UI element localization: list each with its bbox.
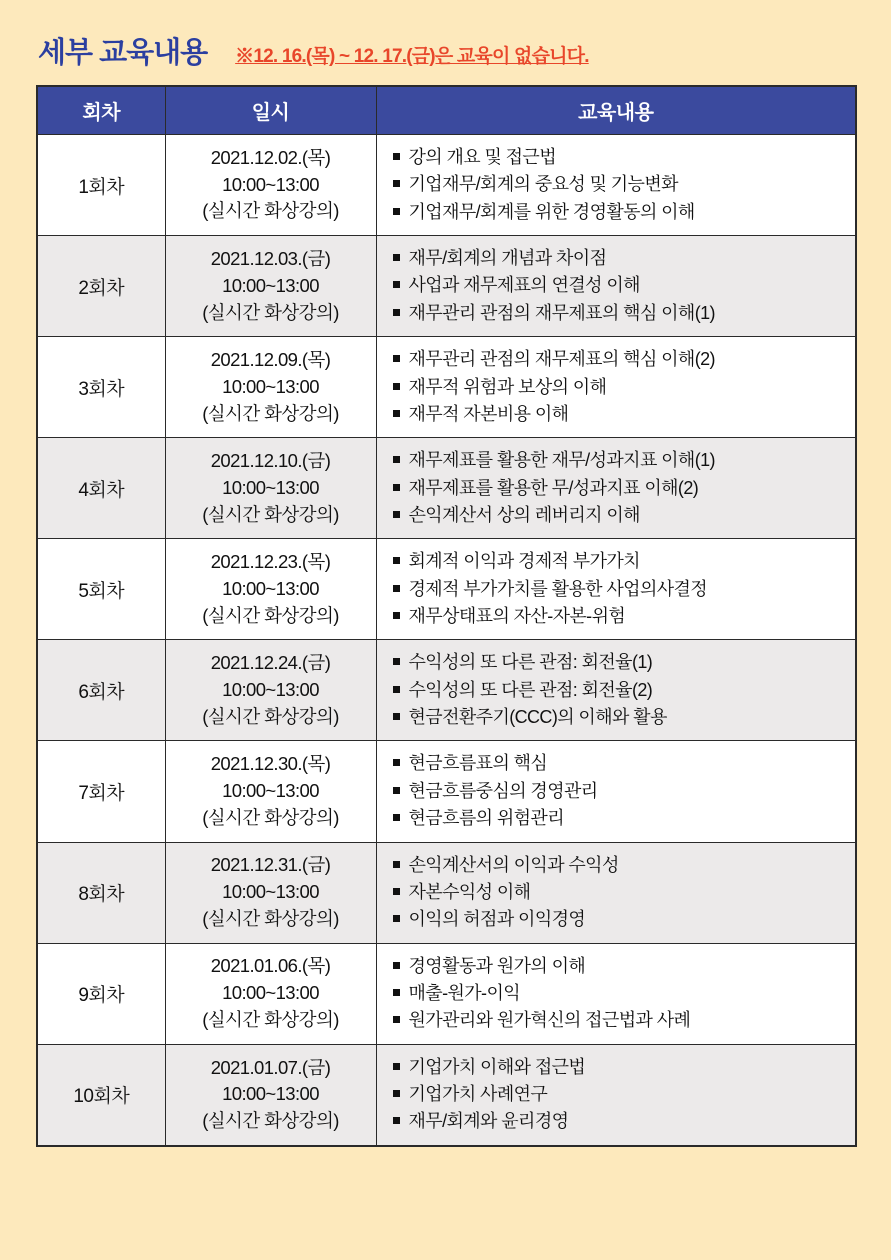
cell-datetime — [165, 640, 376, 741]
content-list — [391, 548, 846, 630]
list-item-label: 경제적 부가가치를 활용한 사업의사결정 — [408, 578, 708, 599]
datetime-line: 2021.12.09.(목) — [210, 348, 331, 370]
cell-datetime — [165, 842, 376, 943]
list-item — [391, 1007, 846, 1034]
list-item-label: 경영활동과 원가의 이해 — [408, 955, 586, 976]
datetime-line: (실시간 화상강의) — [202, 1110, 339, 1132]
list-item — [391, 576, 846, 603]
table-row — [37, 1044, 856, 1146]
list-item-label: 재무적 자본비용 이해 — [408, 403, 569, 424]
list-item — [391, 171, 846, 198]
cell-round: 9회차 — [37, 943, 165, 1044]
column-header-datetime: 일시 — [165, 86, 376, 135]
datetime-line: 2021.12.31.(금) — [210, 854, 331, 876]
square-bullet-icon — [393, 713, 400, 720]
content-list — [391, 1054, 846, 1136]
datetime-line: 10:00~13:00 — [222, 173, 319, 195]
list-item — [391, 401, 846, 428]
datetime-line: (실시간 화상강의) — [202, 907, 339, 929]
datetime-line: 10:00~13:00 — [222, 1083, 319, 1105]
list-item-label: 강의 개요 및 접근법 — [408, 147, 557, 167]
list-item — [391, 374, 846, 401]
datetime-line: 2021.12.24.(금) — [210, 652, 331, 674]
table-row — [37, 337, 856, 438]
square-bullet-icon — [393, 456, 400, 463]
list-item-label: 기업가치 이해와 접근법 — [408, 1056, 586, 1077]
table-row — [37, 943, 856, 1044]
cell-content — [376, 943, 856, 1044]
content-list — [391, 852, 846, 934]
content-list — [391, 245, 846, 327]
list-item — [391, 704, 846, 731]
square-bullet-icon — [393, 281, 400, 288]
cell-datetime — [165, 1044, 376, 1146]
square-bullet-icon — [393, 484, 400, 491]
list-item-label: 자본수익성 이해 — [408, 881, 531, 902]
list-item — [391, 852, 846, 879]
datetime-line: 10:00~13:00 — [222, 375, 319, 397]
square-bullet-icon — [393, 511, 400, 518]
table-row — [37, 236, 856, 337]
list-item — [391, 1108, 846, 1135]
list-item-label: 기업재무/회계의 중요성 및 기능변화 — [408, 174, 678, 195]
square-bullet-icon — [393, 180, 400, 187]
square-bullet-icon — [393, 208, 400, 215]
datetime-line: 10:00~13:00 — [222, 982, 319, 1004]
list-item-label: 재무관리 관점의 재무제표의 핵심 이해(1) — [408, 302, 715, 323]
square-bullet-icon — [393, 383, 400, 390]
cell-round: 4회차 — [37, 438, 165, 539]
square-bullet-icon — [393, 1016, 400, 1023]
cell-datetime — [165, 135, 376, 236]
table-row — [37, 741, 856, 842]
list-item-label: 사업과 재무제표의 연결성 이해 — [408, 275, 640, 296]
page-header — [36, 30, 855, 71]
square-bullet-icon — [393, 759, 400, 766]
list-item — [391, 906, 846, 933]
table-header-row — [37, 86, 856, 135]
table-head — [37, 86, 856, 135]
list-item — [391, 502, 846, 529]
table-row — [37, 438, 856, 539]
holiday-notice: ※12. 16.(목) ~ 12. 17.(금)은 교육이 없습니다. — [235, 46, 589, 67]
list-item-label: 재무적 위험과 보상의 이해 — [408, 376, 607, 397]
square-bullet-icon — [393, 254, 400, 261]
datetime-line: (실시간 화상강의) — [202, 806, 339, 828]
square-bullet-icon — [393, 861, 400, 868]
list-item — [391, 677, 846, 704]
list-item-label: 재무/회계의 개념과 차이점 — [408, 248, 607, 269]
cell-content — [376, 741, 856, 842]
list-item-label: 현금전환주기(CCC)의 이해와 활용 — [408, 707, 667, 728]
list-item — [391, 750, 846, 777]
list-item — [391, 447, 846, 474]
list-item — [391, 778, 846, 805]
square-bullet-icon — [393, 153, 400, 160]
page-title: 세부 교육내용 — [38, 37, 208, 69]
cell-round: 6회차 — [37, 640, 165, 741]
cell-content — [376, 236, 856, 337]
datetime-line: 10:00~13:00 — [222, 780, 319, 802]
square-bullet-icon — [393, 557, 400, 564]
datetime-line: 2021.12.23.(목) — [210, 551, 331, 573]
square-bullet-icon — [393, 355, 400, 362]
cell-content — [376, 135, 856, 236]
list-item — [391, 144, 846, 171]
content-list — [391, 346, 846, 428]
cell-content — [376, 842, 856, 943]
table-row — [37, 539, 856, 640]
datetime-line: (실시간 화상강의) — [202, 705, 339, 727]
cell-datetime — [165, 741, 376, 842]
list-item — [391, 245, 846, 272]
content-list — [391, 953, 846, 1035]
list-item — [391, 475, 846, 502]
cell-content — [376, 1044, 856, 1146]
cell-round: 1회차 — [37, 135, 165, 236]
square-bullet-icon — [393, 787, 400, 794]
cell-round: 3회차 — [37, 337, 165, 438]
cell-datetime — [165, 943, 376, 1044]
list-item-label: 재무제표를 활용한 재무/성과지표 이해(1) — [408, 450, 715, 471]
cell-round: 10회차 — [37, 1044, 165, 1146]
datetime-line: 10:00~13:00 — [222, 679, 319, 701]
datetime-line: 2021.01.07.(금) — [210, 1056, 331, 1078]
list-item-label: 현금흐름표의 핵심 — [408, 753, 548, 774]
list-item-label: 재무관리 관점의 재무제표의 핵심 이해(2) — [408, 349, 715, 370]
datetime-line: (실시간 화상강의) — [202, 402, 339, 424]
square-bullet-icon — [393, 989, 400, 996]
list-item — [391, 548, 846, 575]
cell-round: 5회차 — [37, 539, 165, 640]
list-item-label: 재무상태표의 자산-자본-위험 — [408, 606, 626, 627]
content-list — [391, 750, 846, 832]
datetime-line: (실시간 화상강의) — [202, 200, 339, 222]
list-item-label: 재무제표를 활용한 무/성과지표 이해(2) — [408, 477, 699, 498]
cell-datetime — [165, 438, 376, 539]
cell-datetime — [165, 337, 376, 438]
list-item-label: 수익성의 또 다른 관점: 회전율(1) — [408, 652, 653, 673]
datetime-line: 2021.12.30.(목) — [210, 753, 331, 775]
datetime-line: (실시간 화상강의) — [202, 301, 339, 323]
square-bullet-icon — [393, 814, 400, 821]
cell-datetime — [165, 236, 376, 337]
cell-content — [376, 337, 856, 438]
square-bullet-icon — [393, 1090, 400, 1097]
datetime-line: 10:00~13:00 — [222, 274, 319, 296]
list-item — [391, 1054, 846, 1081]
list-item — [391, 199, 846, 226]
list-item-label: 회계적 이익과 경제적 부가가치 — [408, 551, 640, 572]
square-bullet-icon — [393, 585, 400, 592]
square-bullet-icon — [393, 888, 400, 895]
datetime-line: 2021.12.03.(금) — [210, 247, 331, 269]
content-list — [391, 447, 846, 529]
cell-content — [376, 640, 856, 741]
list-item — [391, 953, 846, 980]
table-body — [37, 135, 856, 1146]
list-item — [391, 879, 846, 906]
datetime-line: (실시간 화상강의) — [202, 604, 339, 626]
cell-round: 2회차 — [37, 236, 165, 337]
datetime-line: 2021.12.10.(금) — [210, 450, 331, 472]
content-list — [391, 144, 846, 226]
square-bullet-icon — [393, 1063, 400, 1070]
cell-round: 7회차 — [37, 741, 165, 842]
datetime-line: 10:00~13:00 — [222, 577, 319, 599]
schedule-table — [36, 85, 857, 1147]
list-item-label: 손익계산서의 이익과 수익성 — [408, 854, 619, 875]
square-bullet-icon — [393, 309, 400, 316]
cell-datetime — [165, 539, 376, 640]
square-bullet-icon — [393, 915, 400, 922]
table-row — [37, 135, 856, 236]
cell-content — [376, 539, 856, 640]
list-item — [391, 805, 846, 832]
list-item-label: 기업재무/회계를 위한 경영활동의 이해 — [408, 201, 695, 222]
list-item — [391, 346, 846, 373]
list-item-label: 손익계산서 상의 레버리지 이해 — [408, 504, 640, 525]
list-item-label: 기업가치 사례연구 — [408, 1084, 548, 1105]
list-item — [391, 980, 846, 1007]
datetime-line: (실시간 화상강의) — [202, 503, 339, 525]
list-item-label: 원가관리와 원가혁신의 접근법과 사례 — [408, 1010, 691, 1031]
datetime-line: 10:00~13:00 — [222, 881, 319, 903]
content-list — [391, 649, 846, 731]
datetime-line: (실시간 화상강의) — [202, 1009, 339, 1031]
square-bullet-icon — [393, 658, 400, 665]
datetime-line: 2021.12.02.(목) — [210, 146, 331, 168]
square-bullet-icon — [393, 686, 400, 693]
list-item-label: 재무/회계와 윤리경영 — [408, 1111, 569, 1132]
list-item — [391, 603, 846, 630]
square-bullet-icon — [393, 612, 400, 619]
column-header-content: 교육내용 — [376, 86, 856, 135]
datetime-line: 10:00~13:00 — [222, 476, 319, 498]
table-row — [37, 640, 856, 741]
square-bullet-icon — [393, 962, 400, 969]
list-item — [391, 649, 846, 676]
list-item-label: 매출-원가-이익 — [408, 982, 521, 1003]
list-item-label: 현금흐름중심의 경영관리 — [408, 780, 598, 801]
datetime-line: 2021.01.06.(목) — [210, 955, 331, 977]
list-item-label: 이익의 허점과 이익경영 — [408, 909, 586, 930]
cell-content — [376, 438, 856, 539]
list-item — [391, 300, 846, 327]
column-header-round: 회차 — [37, 86, 165, 135]
square-bullet-icon — [393, 1117, 400, 1124]
list-item-label: 수익성의 또 다른 관점: 회전율(2) — [408, 679, 653, 700]
list-item-label: 현금흐름의 위험관리 — [408, 808, 564, 829]
list-item — [391, 1081, 846, 1108]
table-row — [37, 842, 856, 943]
list-item — [391, 272, 846, 299]
cell-round: 8회차 — [37, 842, 165, 943]
square-bullet-icon — [393, 410, 400, 417]
